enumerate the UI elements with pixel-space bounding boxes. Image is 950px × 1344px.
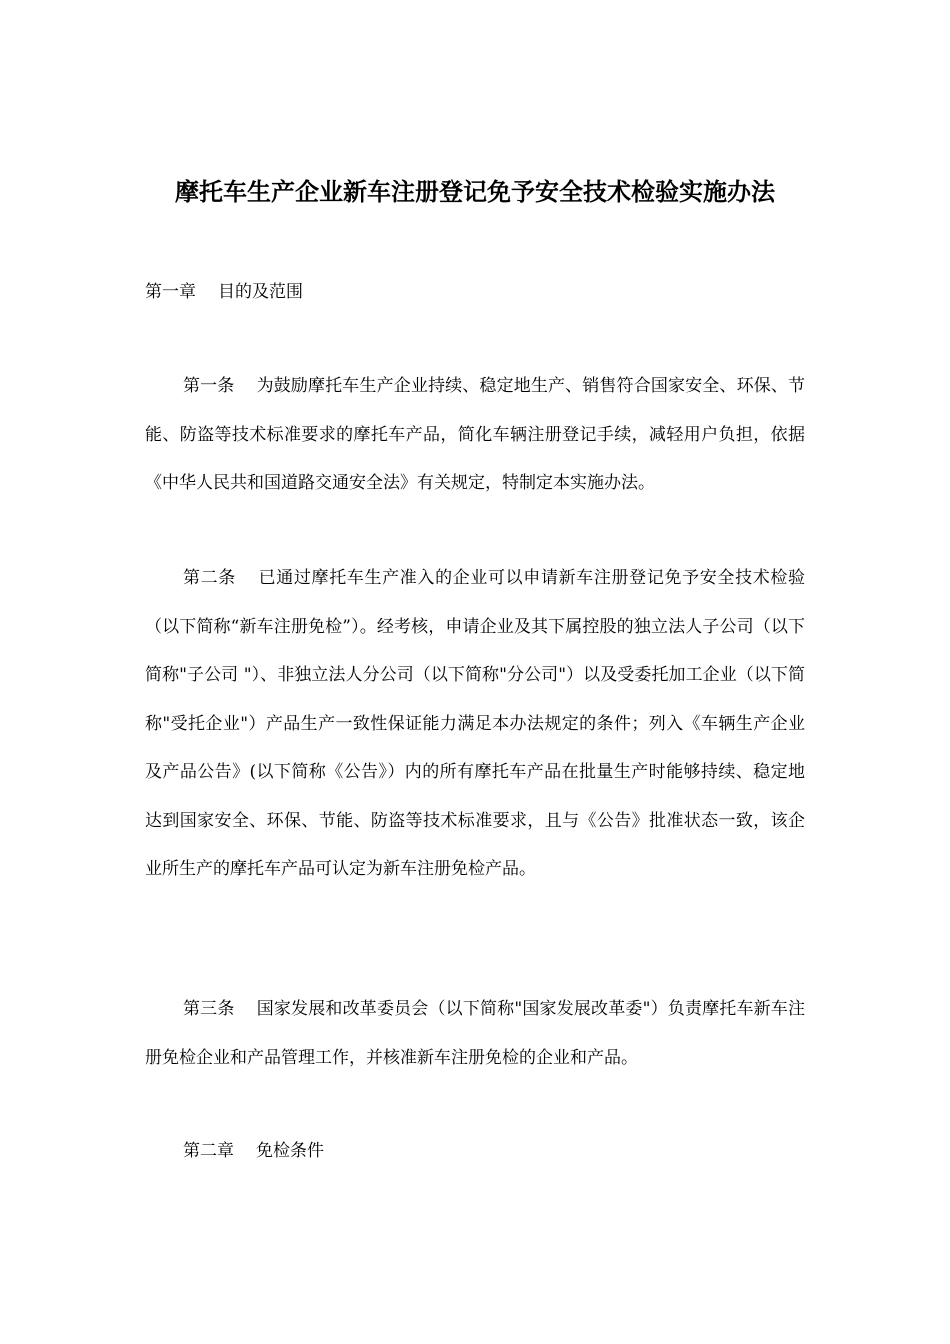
article-paragraph <box>145 554 805 894</box>
chapter-number: 第一章 <box>145 282 196 302</box>
chapter-name: 免检条件 <box>256 1141 324 1161</box>
document-title: 摩托车生产企业新车注册登记免予安全技术检验实施办法 <box>175 177 775 206</box>
article-text: 国家发展和改革委员会（以下简称"国家发展改革委"）负责摩托车新车注册免检企业和产品管理工作，并核准新车注册免检的企业和产品。 <box>145 999 805 1068</box>
article-paragraph <box>145 985 805 1082</box>
chapter-number: 第二章 <box>183 1141 234 1161</box>
article-number: 第二条 <box>183 568 236 588</box>
article-number: 第三条 <box>183 999 235 1019</box>
article-number: 第一条 <box>183 376 235 396</box>
article-text: 已通过摩托车生产准入的企业可以申请新车注册登记免予安全技术检验（以下简称“新车注册免检”）。经考核，申请企业及其下属控股的独立法人子公司（以下简称"子公司 "）、非独立法人分公司（以下简称"分公司"）以及受委托加工企业（以下简称"受托企业"）产品生产一致性保证能力满足本办法规定的条件；列入《车辆生产企业及产品公告》(以下简称《公告》）内的所有摩托车产品在批量生产时能够持续、稳定地达到国家安全、环保、节能、防盗等技术标准要求，且与《公告》批准状态一致，该企业所生产的摩托车产品可认定为新车注册免检产品。 <box>145 568 806 879</box>
chapter-heading <box>145 280 303 304</box>
chapter-heading <box>183 1139 324 1163</box>
article-text: 为鼓励摩托车生产企业持续、稳定地生产、销售符合国家安全、环保、节能、防盗等技术标准要求的摩托车产品，简化车辆注册登记手续，减轻用户负担，依据《中华人民共和国道路交通安全法》有关规定，特制定本实施办法。 <box>145 376 806 493</box>
chapter-name: 目的及范围 <box>218 282 303 302</box>
article-paragraph <box>145 362 805 508</box>
